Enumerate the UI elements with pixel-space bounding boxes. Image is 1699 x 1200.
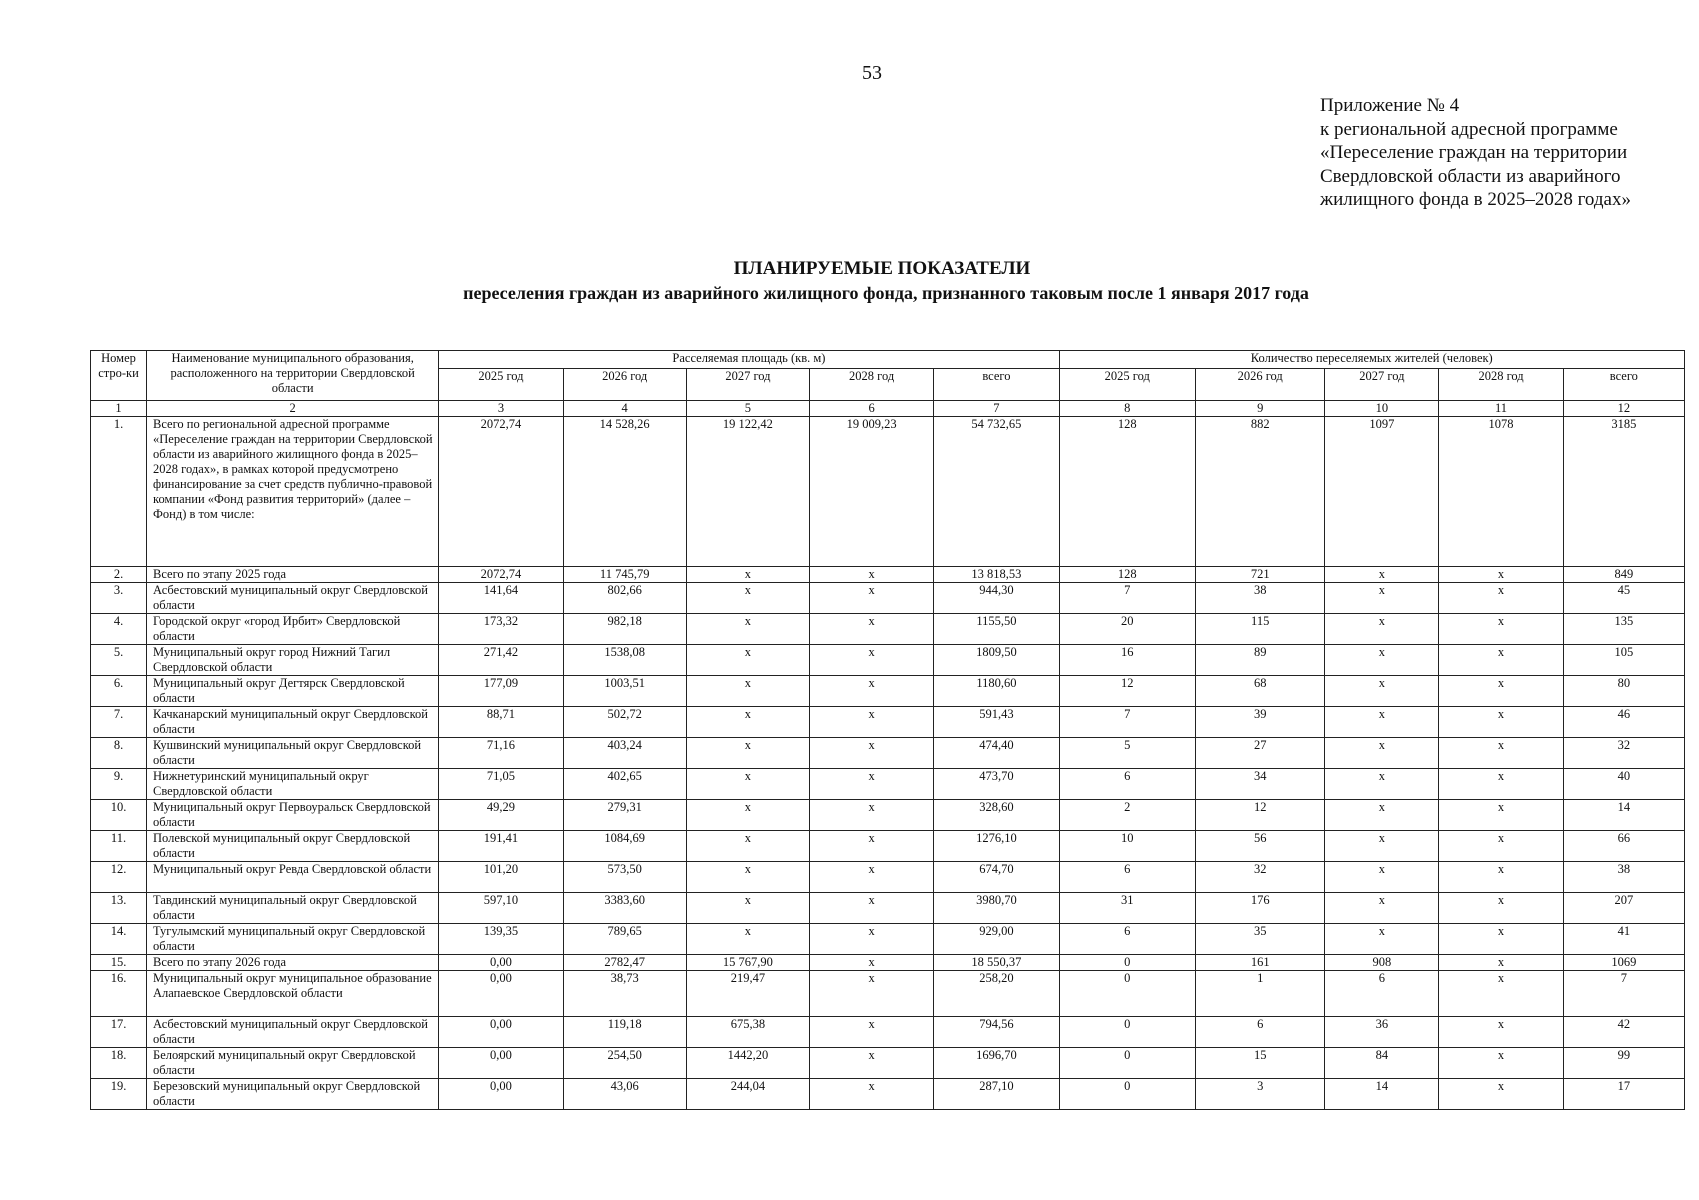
value-cell: 13 818,53 xyxy=(934,567,1059,583)
municipality-name-cell: Нижнетуринский муниципальный округ Свердловской области xyxy=(147,769,439,800)
value-cell: 68 xyxy=(1196,676,1325,707)
appendix-line: жилищного фонда в 2025–2028 годах» xyxy=(1320,189,1631,210)
value-cell: 32 xyxy=(1196,862,1325,893)
header-municipality-name: Наименование муниципального образования, расположенного на территории Свердловской области xyxy=(147,351,439,401)
municipality-name-cell: Березовский муниципальный округ Свердловской области xyxy=(147,1079,439,1110)
municipality-name-cell: Муниципальный округ город Нижний Тагил Свердловской области xyxy=(147,645,439,676)
row-number-cell: 4. xyxy=(91,614,147,645)
table-row xyxy=(91,800,1685,831)
value-cell: x xyxy=(810,893,934,924)
header-area-2026: 2026 год xyxy=(563,369,686,401)
municipality-name-cell: Муниципальный округ муниципальное образование Алапаевское Свердловской области xyxy=(147,971,439,1017)
value-cell: 597,10 xyxy=(439,893,563,924)
value-cell: 258,20 xyxy=(934,971,1059,1017)
appendix-block xyxy=(1320,94,1690,212)
value-cell: 15 xyxy=(1196,1048,1325,1079)
column-index-cell: 5 xyxy=(686,401,809,417)
value-cell: 573,50 xyxy=(563,862,686,893)
value-cell: x xyxy=(1325,645,1439,676)
row-number-cell: 8. xyxy=(91,738,147,769)
value-cell: 473,70 xyxy=(934,769,1059,800)
value-cell: 1084,69 xyxy=(563,831,686,862)
value-cell: x xyxy=(1325,924,1439,955)
table-row xyxy=(91,676,1685,707)
value-cell: x xyxy=(1439,707,1563,738)
value-cell: x xyxy=(810,738,934,769)
value-cell: x xyxy=(1439,955,1563,971)
value-cell: 403,24 xyxy=(563,738,686,769)
value-cell: 89 xyxy=(1196,645,1325,676)
value-cell: 119,18 xyxy=(563,1017,686,1048)
value-cell: 12 xyxy=(1059,676,1195,707)
document-title: ПЛАНИРУЕМЫЕ ПОКАЗАТЕЛИ xyxy=(733,258,1031,279)
municipality-name-cell: Тугулымский муниципальный округ Свердловской области xyxy=(147,924,439,955)
value-cell: 36 xyxy=(1325,1017,1439,1048)
value-cell: 1003,51 xyxy=(563,676,686,707)
value-cell: 7 xyxy=(1059,583,1195,614)
value-cell: x xyxy=(1439,971,1563,1017)
value-cell: x xyxy=(810,955,934,971)
value-cell: x xyxy=(686,893,809,924)
value-cell: 101,20 xyxy=(439,862,563,893)
column-index-cell: 2 xyxy=(147,401,439,417)
value-cell: 14 xyxy=(1325,1079,1439,1110)
value-cell: x xyxy=(810,707,934,738)
value-cell: 0 xyxy=(1059,1079,1195,1110)
municipality-name-cell: Всего по этапу 2025 года xyxy=(147,567,439,583)
table-row xyxy=(91,955,1685,971)
header-people-2028: 2028 год xyxy=(1439,369,1563,401)
value-cell: 2072,74 xyxy=(439,417,563,567)
value-cell: 1078 xyxy=(1439,417,1563,567)
value-cell: x xyxy=(1439,738,1563,769)
value-cell: x xyxy=(1439,614,1563,645)
value-cell: 3 xyxy=(1196,1079,1325,1110)
value-cell: 39 xyxy=(1196,707,1325,738)
value-cell: 139,35 xyxy=(439,924,563,955)
header-people-total: всего xyxy=(1563,369,1684,401)
row-number-cell: 12. xyxy=(91,862,147,893)
row-number-cell: 10. xyxy=(91,800,147,831)
value-cell: 38 xyxy=(1563,862,1684,893)
table-row xyxy=(91,831,1685,862)
value-cell: 56 xyxy=(1196,831,1325,862)
value-cell: 0 xyxy=(1059,1017,1195,1048)
column-index-cell: 7 xyxy=(934,401,1059,417)
row-number-cell: 15. xyxy=(91,955,147,971)
value-cell: 474,40 xyxy=(934,738,1059,769)
value-cell: 45 xyxy=(1563,583,1684,614)
row-number-cell: 9. xyxy=(91,769,147,800)
value-cell: 38 xyxy=(1196,583,1325,614)
value-cell: 11 745,79 xyxy=(563,567,686,583)
table-row xyxy=(91,862,1685,893)
value-cell: 20 xyxy=(1059,614,1195,645)
value-cell: 721 xyxy=(1196,567,1325,583)
header-people-2026: 2026 год xyxy=(1196,369,1325,401)
value-cell: 6 xyxy=(1059,924,1195,955)
value-cell: 279,31 xyxy=(563,800,686,831)
value-cell: x xyxy=(1439,567,1563,583)
value-cell: 0,00 xyxy=(439,971,563,1017)
value-cell: x xyxy=(686,831,809,862)
value-cell: x xyxy=(1439,862,1563,893)
row-number-cell: 19. xyxy=(91,1079,147,1110)
municipality-name-cell: Всего по региональной адресной программе «Переселение граждан на территории Свердловской области из аварийного жилищного фонда в 2025–2028 годах», в рамках которой предусмотрено финансирование за счет средств публично-правовой компании «Фонд развития территорий» (далее – Фонд) в том числе: xyxy=(147,417,439,567)
value-cell: 43,06 xyxy=(563,1079,686,1110)
header-area-2027: 2027 год xyxy=(686,369,809,401)
value-cell: 135 xyxy=(1563,614,1684,645)
value-cell: 929,00 xyxy=(934,924,1059,955)
value-cell: x xyxy=(1439,924,1563,955)
value-cell: 34 xyxy=(1196,769,1325,800)
appendix-line: к региональной адресной программе xyxy=(1320,118,1618,140)
value-cell: x xyxy=(810,1079,934,1110)
municipality-name-cell: Муниципальный округ Первоуральск Свердловской области xyxy=(147,800,439,831)
value-cell: 105 xyxy=(1563,645,1684,676)
value-cell: 2782,47 xyxy=(563,955,686,971)
value-cell: 80 xyxy=(1563,676,1684,707)
value-cell: 38,73 xyxy=(563,971,686,1017)
value-cell: 191,41 xyxy=(439,831,563,862)
value-cell: 6 xyxy=(1059,862,1195,893)
value-cell: x xyxy=(810,971,934,1017)
value-cell: 41 xyxy=(1563,924,1684,955)
value-cell: x xyxy=(686,645,809,676)
value-cell: x xyxy=(810,1017,934,1048)
column-index-cell: 3 xyxy=(439,401,563,417)
header-row-number: Номер стро-ки xyxy=(91,351,147,401)
value-cell: 1276,10 xyxy=(934,831,1059,862)
value-cell: 0 xyxy=(1059,971,1195,1017)
page-number: 53 xyxy=(862,62,882,84)
value-cell: 982,18 xyxy=(563,614,686,645)
table-row xyxy=(91,417,1685,567)
value-cell: 794,56 xyxy=(934,1017,1059,1048)
value-cell: x xyxy=(1439,1017,1563,1048)
value-cell: x xyxy=(686,800,809,831)
header-people-2025: 2025 год xyxy=(1059,369,1195,401)
value-cell: 115 xyxy=(1196,614,1325,645)
value-cell: 1696,70 xyxy=(934,1048,1059,1079)
value-cell: x xyxy=(810,924,934,955)
appendix-line: «Переселение граждан на территории xyxy=(1320,142,1628,163)
value-cell: 2072,74 xyxy=(439,567,563,583)
value-cell: 173,32 xyxy=(439,614,563,645)
value-cell: 789,65 xyxy=(563,924,686,955)
value-cell: x xyxy=(810,862,934,893)
table-row xyxy=(91,1048,1685,1079)
value-cell: 1155,50 xyxy=(934,614,1059,645)
row-number-cell: 16. xyxy=(91,971,147,1017)
value-cell: 128 xyxy=(1059,567,1195,583)
municipality-name-cell: Муниципальный округ Дегтярск Свердловской области xyxy=(147,676,439,707)
value-cell: x xyxy=(686,676,809,707)
column-index-cell: 8 xyxy=(1059,401,1195,417)
value-cell: 7 xyxy=(1059,707,1195,738)
header-area-2025: 2025 год xyxy=(439,369,563,401)
header-area-total: всего xyxy=(934,369,1059,401)
value-cell: x xyxy=(1439,676,1563,707)
value-cell: x xyxy=(1439,893,1563,924)
value-cell: 0,00 xyxy=(439,1017,563,1048)
municipality-name-cell: Полевской муниципальный округ Свердловской области xyxy=(147,831,439,862)
value-cell: 244,04 xyxy=(686,1079,809,1110)
table-row xyxy=(91,769,1685,800)
column-index-cell: 9 xyxy=(1196,401,1325,417)
value-cell: 19 009,23 xyxy=(810,417,934,567)
municipality-name-cell: Белоярский муниципальный округ Свердловской области xyxy=(147,1048,439,1079)
value-cell: 1180,60 xyxy=(934,676,1059,707)
value-cell: x xyxy=(686,769,809,800)
value-cell: 3185 xyxy=(1563,417,1684,567)
value-cell: x xyxy=(1439,583,1563,614)
value-cell: x xyxy=(810,676,934,707)
value-cell: x xyxy=(1325,676,1439,707)
table-row xyxy=(91,1079,1685,1110)
column-index-cell: 6 xyxy=(810,401,934,417)
value-cell: 42 xyxy=(1563,1017,1684,1048)
value-cell: 3383,60 xyxy=(563,893,686,924)
value-cell: 27 xyxy=(1196,738,1325,769)
value-cell: 1809,50 xyxy=(934,645,1059,676)
value-cell: 14 528,26 xyxy=(563,417,686,567)
value-cell: x xyxy=(1325,738,1439,769)
table-row xyxy=(91,707,1685,738)
value-cell: 1442,20 xyxy=(686,1048,809,1079)
municipality-name-cell: Кушвинский муниципальный округ Свердловской области xyxy=(147,738,439,769)
value-cell: 802,66 xyxy=(563,583,686,614)
municipality-name-cell: Качканарский муниципальный округ Свердловской области xyxy=(147,707,439,738)
value-cell: x xyxy=(1439,1079,1563,1110)
value-cell: 7 xyxy=(1563,971,1684,1017)
municipality-name-cell: Городской округ «город Ирбит» Свердловской области xyxy=(147,614,439,645)
value-cell: x xyxy=(1439,769,1563,800)
appendix-line: Приложение № 4 xyxy=(1320,95,1460,116)
municipality-name-cell: Тавдинский муниципальный округ Свердловской области xyxy=(147,893,439,924)
column-index-row xyxy=(91,401,1685,417)
column-index-cell: 1 xyxy=(91,401,147,417)
value-cell: x xyxy=(1439,645,1563,676)
value-cell: 32 xyxy=(1563,738,1684,769)
value-cell: x xyxy=(686,583,809,614)
column-index-cell: 10 xyxy=(1325,401,1439,417)
value-cell: x xyxy=(810,769,934,800)
row-number-cell: 1. xyxy=(91,417,147,567)
value-cell: 141,64 xyxy=(439,583,563,614)
value-cell: 176 xyxy=(1196,893,1325,924)
table-row xyxy=(91,924,1685,955)
column-index-cell: 12 xyxy=(1563,401,1684,417)
table-row xyxy=(91,583,1685,614)
value-cell: x xyxy=(810,614,934,645)
row-number-cell: 2. xyxy=(91,567,147,583)
value-cell: x xyxy=(810,800,934,831)
value-cell: x xyxy=(810,645,934,676)
value-cell: 3980,70 xyxy=(934,893,1059,924)
row-number-cell: 17. xyxy=(91,1017,147,1048)
value-cell: x xyxy=(810,1048,934,1079)
value-cell: 0 xyxy=(1059,955,1195,971)
value-cell: 54 732,65 xyxy=(934,417,1059,567)
value-cell: 271,42 xyxy=(439,645,563,676)
municipality-name-cell: Асбестовский муниципальный округ Свердловской области xyxy=(147,1017,439,1048)
row-number-cell: 11. xyxy=(91,831,147,862)
value-cell: x xyxy=(1325,893,1439,924)
value-cell: x xyxy=(810,831,934,862)
value-cell: 16 xyxy=(1059,645,1195,676)
value-cell: x xyxy=(1325,707,1439,738)
row-number-cell: 14. xyxy=(91,924,147,955)
table-row xyxy=(91,738,1685,769)
row-number-cell: 7. xyxy=(91,707,147,738)
document-subtitle: переселения граждан из аварийного жилищного фонда, признанного таковым после 1 января 2017 года xyxy=(463,283,1309,303)
value-cell: 0 xyxy=(1059,1048,1195,1079)
value-cell: x xyxy=(686,567,809,583)
value-cell: 99 xyxy=(1563,1048,1684,1079)
value-cell: 207 xyxy=(1563,893,1684,924)
value-cell: 12 xyxy=(1196,800,1325,831)
row-number-cell: 13. xyxy=(91,893,147,924)
value-cell: 66 xyxy=(1563,831,1684,862)
value-cell: 10 xyxy=(1059,831,1195,862)
column-index-cell: 11 xyxy=(1439,401,1563,417)
table-row xyxy=(91,1017,1685,1048)
value-cell: 849 xyxy=(1563,567,1684,583)
value-cell: 2 xyxy=(1059,800,1195,831)
value-cell: 1 xyxy=(1196,971,1325,1017)
value-cell: 1069 xyxy=(1563,955,1684,971)
value-cell: 161 xyxy=(1196,955,1325,971)
header-group-area: Расселяемая площадь (кв. м) xyxy=(439,351,1059,369)
value-cell: x xyxy=(1325,862,1439,893)
indicators-table xyxy=(90,350,1685,1110)
table-row xyxy=(91,614,1685,645)
value-cell: 14 xyxy=(1563,800,1684,831)
value-cell: x xyxy=(1439,1048,1563,1079)
value-cell: x xyxy=(1325,567,1439,583)
value-cell: 46 xyxy=(1563,707,1684,738)
row-number-cell: 18. xyxy=(91,1048,147,1079)
table-row xyxy=(91,893,1685,924)
value-cell: 0,00 xyxy=(439,1048,563,1079)
value-cell: 84 xyxy=(1325,1048,1439,1079)
value-cell: x xyxy=(810,567,934,583)
value-cell: 35 xyxy=(1196,924,1325,955)
table-row xyxy=(91,971,1685,1017)
value-cell: 1538,08 xyxy=(563,645,686,676)
header-area-2028: 2028 год xyxy=(810,369,934,401)
value-cell: 88,71 xyxy=(439,707,563,738)
municipality-name-cell: Муниципальный округ Ревда Свердловской области xyxy=(147,862,439,893)
value-cell: 49,29 xyxy=(439,800,563,831)
value-cell: x xyxy=(686,614,809,645)
value-cell: 177,09 xyxy=(439,676,563,707)
value-cell: 402,65 xyxy=(563,769,686,800)
value-cell: x xyxy=(1325,800,1439,831)
value-cell: x xyxy=(1325,583,1439,614)
municipality-name-cell: Асбестовский муниципальный округ Свердловской области xyxy=(147,583,439,614)
value-cell: x xyxy=(1325,769,1439,800)
table-row xyxy=(91,567,1685,583)
value-cell: x xyxy=(686,738,809,769)
value-cell: x xyxy=(686,862,809,893)
value-cell: 128 xyxy=(1059,417,1195,567)
value-cell: 18 550,37 xyxy=(934,955,1059,971)
value-cell: x xyxy=(686,707,809,738)
value-cell: 5 xyxy=(1059,738,1195,769)
value-cell: x xyxy=(1439,800,1563,831)
value-cell: 219,47 xyxy=(686,971,809,1017)
value-cell: x xyxy=(1325,831,1439,862)
value-cell: x xyxy=(686,924,809,955)
value-cell: 908 xyxy=(1325,955,1439,971)
value-cell: x xyxy=(810,583,934,614)
value-cell: 944,30 xyxy=(934,583,1059,614)
value-cell: 15 767,90 xyxy=(686,955,809,971)
value-cell: 40 xyxy=(1563,769,1684,800)
row-number-cell: 3. xyxy=(91,583,147,614)
value-cell: 882 xyxy=(1196,417,1325,567)
value-cell: x xyxy=(1325,614,1439,645)
value-cell: 19 122,42 xyxy=(686,417,809,567)
row-number-cell: 5. xyxy=(91,645,147,676)
value-cell: 6 xyxy=(1059,769,1195,800)
value-cell: 31 xyxy=(1059,893,1195,924)
value-cell: 287,10 xyxy=(934,1079,1059,1110)
value-cell: 1097 xyxy=(1325,417,1439,567)
municipality-name-cell: Всего по этапу 2026 года xyxy=(147,955,439,971)
appendix-line: Свердловской области из аварийного xyxy=(1320,165,1621,187)
value-cell: 328,60 xyxy=(934,800,1059,831)
value-cell: 502,72 xyxy=(563,707,686,738)
header-group-people: Количество переселяемых жителей (человек) xyxy=(1059,351,1684,369)
table-row xyxy=(91,645,1685,676)
value-cell: 0,00 xyxy=(439,955,563,971)
value-cell: 6 xyxy=(1325,971,1439,1017)
value-cell: x xyxy=(1439,831,1563,862)
value-cell: 71,16 xyxy=(439,738,563,769)
column-index-cell: 4 xyxy=(563,401,686,417)
value-cell: 591,43 xyxy=(934,707,1059,738)
value-cell: 71,05 xyxy=(439,769,563,800)
value-cell: 17 xyxy=(1563,1079,1684,1110)
value-cell: 254,50 xyxy=(563,1048,686,1079)
row-number-cell: 6. xyxy=(91,676,147,707)
value-cell: 675,38 xyxy=(686,1017,809,1048)
value-cell: 674,70 xyxy=(934,862,1059,893)
value-cell: 0,00 xyxy=(439,1079,563,1110)
header-people-2027: 2027 год xyxy=(1325,369,1439,401)
value-cell: 6 xyxy=(1196,1017,1325,1048)
